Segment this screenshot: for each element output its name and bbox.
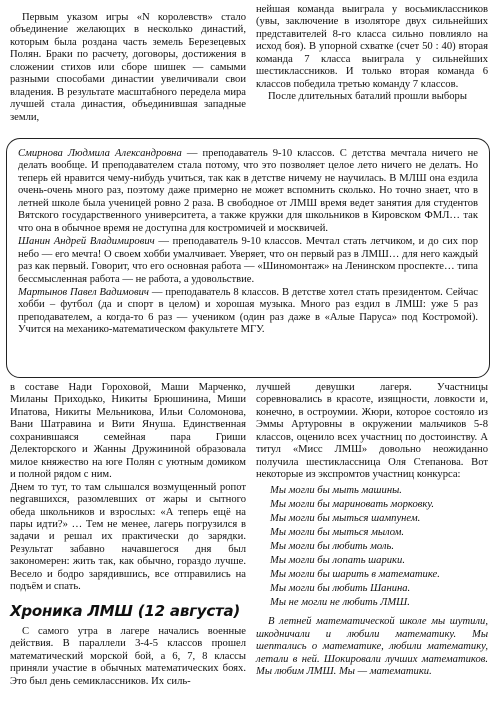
poem-line: Мы могли бы мыть машины. [270,484,402,496]
poem [270,484,488,611]
teacher-name: Шанин Андрей Владимирович [18,236,155,248]
top-right-column [256,4,488,104]
poem-line: Мы могли бы любить Шанина. [270,583,411,595]
teacher-name: Мартынов Павел Вадимович [18,286,149,298]
teacher-name: Смирнова Людмила Александровна [18,148,182,159]
profile-text: — преподаватель 8 классов. В детстве хотел стать президентом. Сейчас хобби – футбол (да и спорт в целом) и хорошая музыка. Много раз ездил в ЛМШ: уже 5 раз преподавателем, а когда-то 6 раз — учеником (один раз даже в «Алые Паруса» под Костромой). Учится на механико-математическом факультете МГУ. [18,286,478,336]
paragraph: Днем то тут, то там слышался возмущенный ропот negrавшихся, разомлевших от жары и сытного обеда школьников и взрослых: «А теперь ещё на пары идти?» … Тем не менее, лагерь погрузился в задачи и решал их практически до зарядки. Результат забавно начавшегося дня был закономерен: жить так, как обычно, гораздо лучше. Весело и бодро зарядившись, все отправились на подъём и спать. [10,481,246,593]
poem-line: Мы могли бы любить моль. [270,541,394,552]
profile-martynov [18,287,478,337]
paragraph: После длительных баталий прошли выборы [268,91,467,103]
poem-line: Мы не могли не любить ЛМШ. [270,597,410,609]
section-heading: Хроника ЛМШ (12 августа) [10,601,241,620]
poem-line: Мы могли бы мыться мылом. [270,526,405,538]
paragraph: С самого утра в лагере начались военные действия. В параллели 3-4-5 классов прошел математический морской бой, а 6, 7, 8 классы приняли участие в обычных математических боях. Это был день семиклассников. Их силь- [10,625,246,687]
paragraph: в составе Нади Гороховой, Маши Марченко, Миланы Приходько, Никиты Брюшинина, Миши Ипатова, Никиты Мельникова, Ильи Соломонова, Вани Шатравина и Вити Януша. Единственная сохранившаяся семейная пара Гриши Делекторского и Жанны Дружининой образовала милое княжество на юге Полян с уютным домиком и полной рядом с ним. [10,382,246,481]
bottom-left-column [10,382,246,688]
profile-shanin [18,236,478,286]
poem-line: Мы могли бы лопать шарики. [270,555,405,567]
paragraph: нейшая команда выиграла у восьмиклассников (увы, заключение в изоляторе двух сильнейших представителей 8-го класса сильно повлияло на исход боя). В упорной схватке (счет 50 : 40) вторая команда 7 класса выиграла у сильнейших шестиклассников. И только вторая команда 6 классов победила третью команду 7 классов. [256,4,488,90]
bottom-right-column [256,382,488,679]
profile-text: — преподаватель 9-10 классов. С детства мечтала ничего не делать вообще. И преподавателем стала потому, что это позволяет целое лето ничего не делать. Но теперь ей нравится чему-нибудь учиться, так как в детстве ничему не научилась. В МЛШ она ездила очень-очень много раз, поэтому даже примерно не может вспомнить сколько. Но точно знает, что в летней школе была ученицей ровно 2 раза. В свободное от ЛМШ время ведет занятия для студентов Вятского государственного университета, а также кружки для школьников в Кировском ФМЛ… так что она в обычное время не доступна для костромичей и москвичей. [18,148,478,234]
poem-line: Мы могли бы мыться шампунем. [270,512,421,524]
closing-paragraph: В летней математической школе мы шутили, шкодничали и любили математику. Мы шептались о математике, любили математику, летали в ней. Шокировали лучших математиков. Мы любим ЛМШ. Мы — математики. [256,616,488,678]
paragraph: лучшей девушки лагеря. Участницы соревновались в красоте, изящности, ловкости и, конечно, в остроумии. Жюри, которое состояло из Эммы Артуровны в окружении мальчиков 5-8 классов, оценило всех участниц по достоинству. А титул «Мисс ЛМШ» довольно неожиданно получила шестиклассница Оля Степанова. Вот некоторые из экспромтов участниц конкурса: [256,382,488,481]
poem-line: Мы могли бы мариновать морковку. [270,498,435,510]
profile-smirnova [18,148,478,235]
top-left-column [10,12,246,124]
teacher-profiles-box [6,138,490,378]
profile-text: — преподаватель 9-10 классов. Мечтал стать летчиком, и до сих пор небо — его мечта! О своем хобби умалчивает. Уверяет, что он первый раз в ЛМШ… для него каждый раз как первый. Говорит, что его основная работа — «Шиномонтаж» на Ленинском проспекте… типа бессмысленная работа — не работа, а удовольствие. [18,236,478,285]
paragraph: Первым указом игры «N королевств» стало объединение желающих в несколько династий, которым была роздана часть земель Березецевых Полян. Браки по расчету, договоры, достижения в сложении стихов или сборе шишек — самыми разными способами династии увеличивали свои владения. В результате масштабного передела мира лучшей стала династия, объединившая западные земли, [10,12,246,123]
poem-line: Мы могли бы шарить в математике. [270,569,440,581]
